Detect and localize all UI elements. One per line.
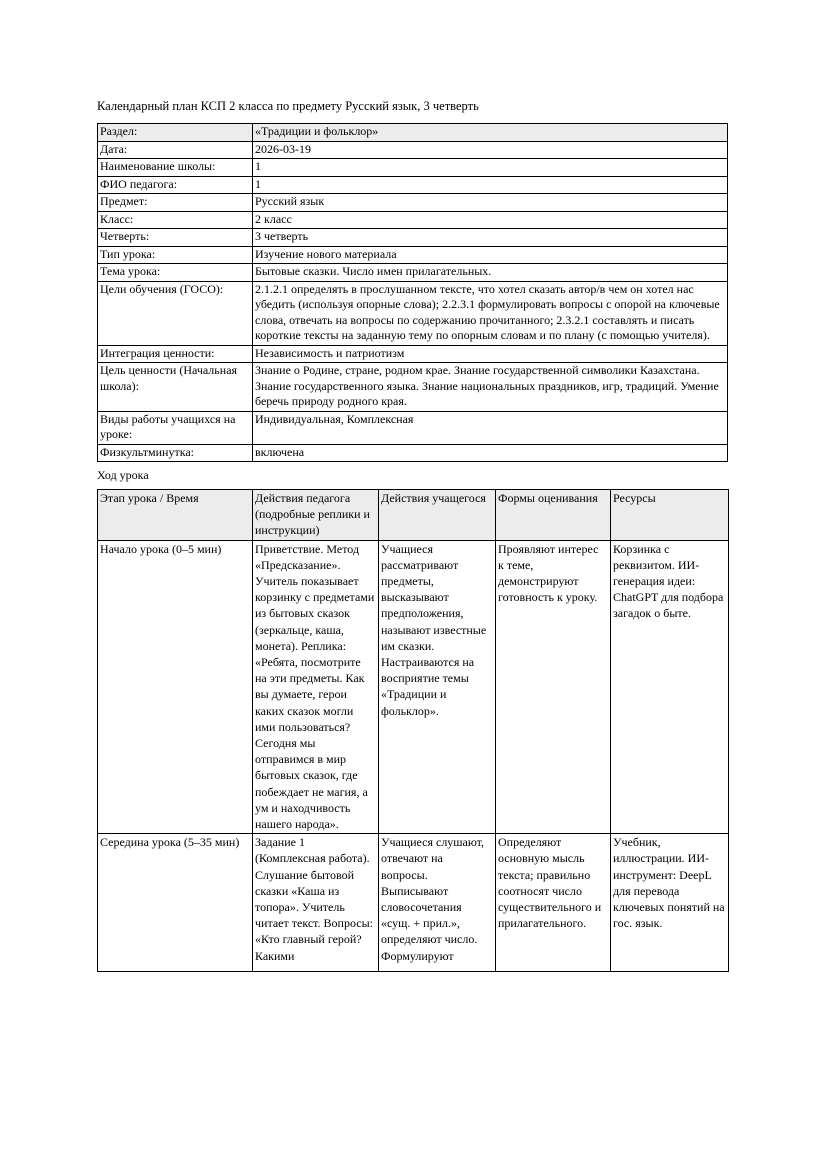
- column-header-resources: Ресурсы: [611, 490, 729, 541]
- info-value: 1: [253, 176, 728, 194]
- info-value: включена: [253, 444, 728, 462]
- info-label: Виды работы учащихся на уроке:: [98, 411, 253, 444]
- table-row: [98, 159, 728, 177]
- info-value: Изучение нового материала: [253, 246, 728, 264]
- teacher-actions-cell: Приветствие. Метод «Предсказание». Учитель показывает корзинку с предметами из бытовых сказок (зеркальце, каша, монета). Реплика: «Ребята, посмотрите на эти предметы. Как вы думаете, герои каких сказок могли ими пользоваться? Сегодня мы отправимся в мир бытовых сказок, где побеждает не магия, а ум и находчивость нашего народа».: [253, 540, 379, 834]
- column-header-teacher-actions: Действия педагога (подробные реплики и инструкции): [253, 490, 379, 541]
- assessment-text: Определяют основную мысль текста; правильно соотносят число существительного и прилагательного.: [498, 835, 602, 931]
- table-row: [98, 281, 728, 345]
- info-value: Индивидуальная, Комплексная: [253, 411, 728, 444]
- table-row: [98, 264, 728, 282]
- column-header-stage: Этап урока / Время: [98, 490, 253, 541]
- info-label: Тема урока:: [98, 264, 253, 282]
- info-label: Четверть:: [98, 229, 253, 247]
- resources-text: Учебник, иллюстрации. ИИ-инструмент: DeepL для перевода ключевых понятий на гос. язык.: [613, 835, 725, 931]
- table-row: [98, 194, 728, 212]
- info-value: «Традиции и фольклор»: [253, 124, 728, 142]
- student-actions-text: Учащиеся слушают, отвечают на вопросы. Выписывают словосочетания «сущ. + прил.», определяют число. Формулируют: [381, 835, 485, 963]
- info-value: Русский язык: [253, 194, 728, 212]
- table-row: [98, 411, 728, 444]
- table-row: [98, 363, 728, 412]
- page-title: Календарный план КСП 2 класса по предмету Русский язык, 3 четверть: [97, 99, 479, 113]
- stage-cell: [98, 834, 253, 972]
- info-label: Цели обучения (ГОСО):: [98, 281, 253, 345]
- table-row: [98, 345, 728, 363]
- section-heading: Ход урока: [97, 468, 149, 482]
- column-header-assessment: Формы оценивания: [496, 490, 611, 541]
- table-row: [98, 211, 728, 229]
- table-row: [98, 540, 729, 834]
- stage-text: Середина урока (5–35 мин): [100, 835, 240, 850]
- info-value: Независимость и патриотизм: [253, 345, 728, 363]
- resources-cell: Корзинка с реквизитом. ИИ-генерация идеи: ChatGPT для подбора загадок о быте.: [611, 540, 729, 834]
- lesson-info-table: [97, 123, 728, 462]
- document-page: [97, 99, 728, 972]
- info-label: Раздел:: [98, 124, 253, 142]
- info-label: Класс:: [98, 211, 253, 229]
- column-header-student-actions: Действия учащегося: [379, 490, 496, 541]
- info-value: 2026-03-19: [253, 141, 728, 159]
- info-value: Знание о Родине, стране, родном крае. Знание государственной символики Казахстана. Знание государственного языка. Знание национальных праздников, игр, традиций. Умение беречь природу родного края.: [253, 363, 728, 412]
- info-value: 2 класс: [253, 211, 728, 229]
- info-value: Бытовые сказки. Число имен прилагательных.: [253, 264, 728, 282]
- teacher-actions-cell: [253, 834, 379, 972]
- table-row: [98, 246, 728, 264]
- info-label: Наименование школы:: [98, 159, 253, 177]
- table-row: [98, 834, 729, 972]
- table-row: [98, 444, 728, 462]
- info-label: Дата:: [98, 141, 253, 159]
- resources-cell: [611, 834, 729, 972]
- table-row: [98, 141, 728, 159]
- assessment-cell: Проявляют интерес к теме, демонстрируют готовность к уроку.: [496, 540, 611, 834]
- lesson-plan-table: [97, 489, 729, 972]
- table-row: [98, 176, 728, 194]
- info-label: Интеграция ценности:: [98, 345, 253, 363]
- info-value: 2.1.2.1 определять в прослушанном тексте, что хотел сказать автор/в чем он хотел нас убедить (используя опорные слова); 2.2.3.1 формулировать вопросы с опорой на ключевые слова, отвечать на вопросы по содержанию прочитанного; 2.3.2.1 составлять и писать короткие тексты на заданную тему по опорным словам и по плану (с помощью учителя).: [253, 281, 728, 345]
- info-label: Цель ценности (Начальная школа):: [98, 363, 253, 412]
- stage-cell: Начало урока (0–5 мин): [98, 540, 253, 834]
- student-actions-cell: Учащиеся рассматривают предметы, высказывают предположения, называют известные им сказки. Настраиваются на восприятие темы «Традиции и фольклор».: [379, 540, 496, 834]
- info-value: 3 четверть: [253, 229, 728, 247]
- info-label: ФИО педагога:: [98, 176, 253, 194]
- info-value: 1: [253, 159, 728, 177]
- assessment-cell: [496, 834, 611, 972]
- info-label: Физкультминутка:: [98, 444, 253, 462]
- table-row: [98, 124, 728, 142]
- teacher-actions-text: Задание 1 (Комплексная работа). Слушание бытовой сказки «Каша из топора». Учитель читает текст. Вопросы: «Кто главный герой? Какими: [255, 835, 373, 963]
- info-label: Тип урока:: [98, 246, 253, 264]
- table-header-row: [98, 490, 729, 541]
- student-actions-cell: [379, 834, 496, 972]
- table-row: [98, 229, 728, 247]
- info-label: Предмет:: [98, 194, 253, 212]
